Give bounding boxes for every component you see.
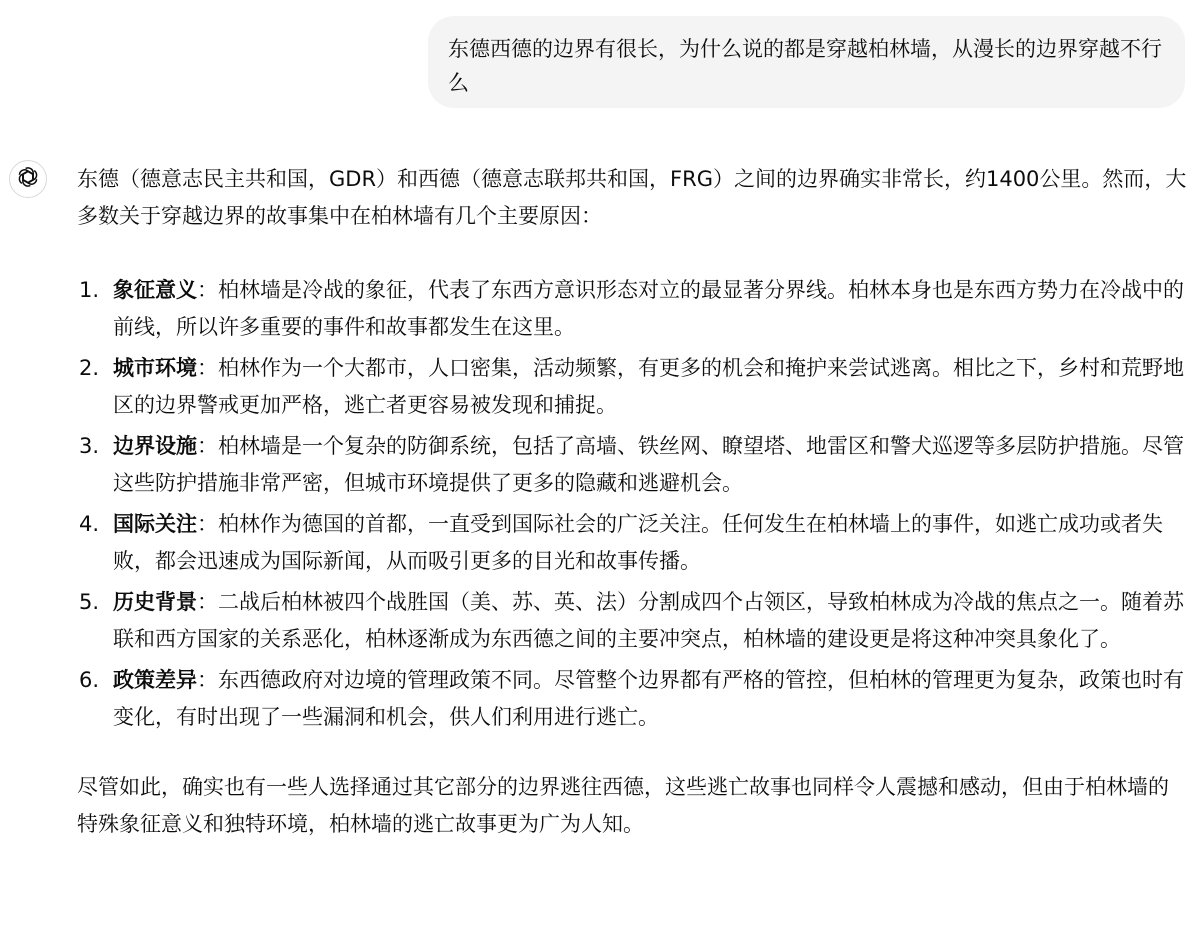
- list-item: [77, 428, 1187, 502]
- list-item: [77, 350, 1187, 424]
- list-item-term: 历史背景: [113, 590, 197, 614]
- list-item-text: 柏林墙是一个复杂的防御系统，包括了高墙、铁丝网、瞭望塔、地雷区和警犬巡逻等多层防护措施。尽管这些防护措施非常严密，但城市环境提供了更多的隐藏和逃避机会。: [113, 434, 1184, 495]
- list-item-text: 二战后柏林被四个战胜国（美、苏、英、法）分割成四个占领区，导致柏林成为冷战的焦点之一。随着苏联和西方国家的关系恶化，柏林逐渐成为东西德之间的主要冲突点，柏林墙的建设更是将这种冲突具象化了。: [113, 590, 1184, 651]
- user-message-bubble: [428, 16, 1185, 108]
- list-item-separator: ：: [197, 668, 218, 692]
- list-item-separator: ：: [197, 590, 218, 614]
- list-item-number: 2.: [79, 356, 100, 380]
- list-item-text: 东西德政府对边境的管理政策不同。尽管整个边界都有严格的管控，但柏林的管理更为复杂，政策也时有变化，有时出现了一些漏洞和机会，供人们利用进行逃亡。: [113, 668, 1184, 729]
- list-item-number: 4.: [79, 512, 100, 536]
- reasons-list: [77, 272, 1187, 736]
- list-item-term: 象征意义: [113, 278, 197, 302]
- list-item-number: 3.: [79, 434, 100, 458]
- list-item-text: 柏林作为一个大都市，人口密集，活动频繁，有更多的机会和掩护来尝试逃离。相比之下，乡村和荒野地区的边界警戒更加严格，逃亡者更容易被发现和捕捉。: [113, 356, 1184, 417]
- list-item: [77, 272, 1187, 346]
- list-item: [77, 506, 1187, 580]
- list-item-term: 国际关注: [113, 512, 197, 536]
- list-item-separator: ：: [197, 512, 218, 536]
- list-item-term: 城市环境: [113, 356, 197, 380]
- list-item: [77, 662, 1187, 736]
- answer-intro: 东德（德意志民主共和国，GDR）和西德（德意志联邦共和国，FRG）之间的边界确实非常长，约1400公里。然而，大多数关于穿越边界的故事集中在柏林墙有几个主要原因：: [77, 167, 1187, 228]
- list-item-separator: ：: [197, 356, 218, 380]
- user-message-text: 东德西德的边界有很长，为什么说的都是穿越柏林墙，从漫长的边界穿越不行么: [448, 37, 1162, 95]
- assistant-message: [77, 161, 1187, 843]
- list-item: [77, 584, 1187, 658]
- chatgpt-logo-icon: [16, 165, 40, 193]
- list-item-number: 6.: [79, 668, 100, 692]
- list-item-text: 柏林作为德国的首都，一直受到国际社会的广泛关注。任何发生在柏林墙上的事件，如逃亡成功或者失败，都会迅速成为国际新闻，从而吸引更多的目光和故事传播。: [113, 512, 1163, 573]
- list-item-number: 1.: [79, 278, 100, 302]
- list-item-term: 边界设施: [113, 434, 197, 458]
- list-item-separator: ：: [197, 278, 218, 302]
- list-item-number: 5.: [79, 590, 100, 614]
- list-item-term: 政策差异: [113, 668, 197, 692]
- assistant-avatar: [9, 160, 47, 198]
- list-item-separator: ：: [197, 434, 218, 458]
- list-item-text: 柏林墙是冷战的象征，代表了东西方意识形态对立的最显著分界线。柏林本身也是东西方势力在冷战中的前线，所以许多重要的事件和故事都发生在这里。: [113, 278, 1184, 339]
- answer-conclusion: 尽管如此，确实也有一些人选择通过其它部分的边界逃往西德，这些逃亡故事也同样令人震撼和感动，但由于柏林墙的特殊象征意义和独特环境，柏林墙的逃亡故事更为广为人知。: [77, 775, 1169, 836]
